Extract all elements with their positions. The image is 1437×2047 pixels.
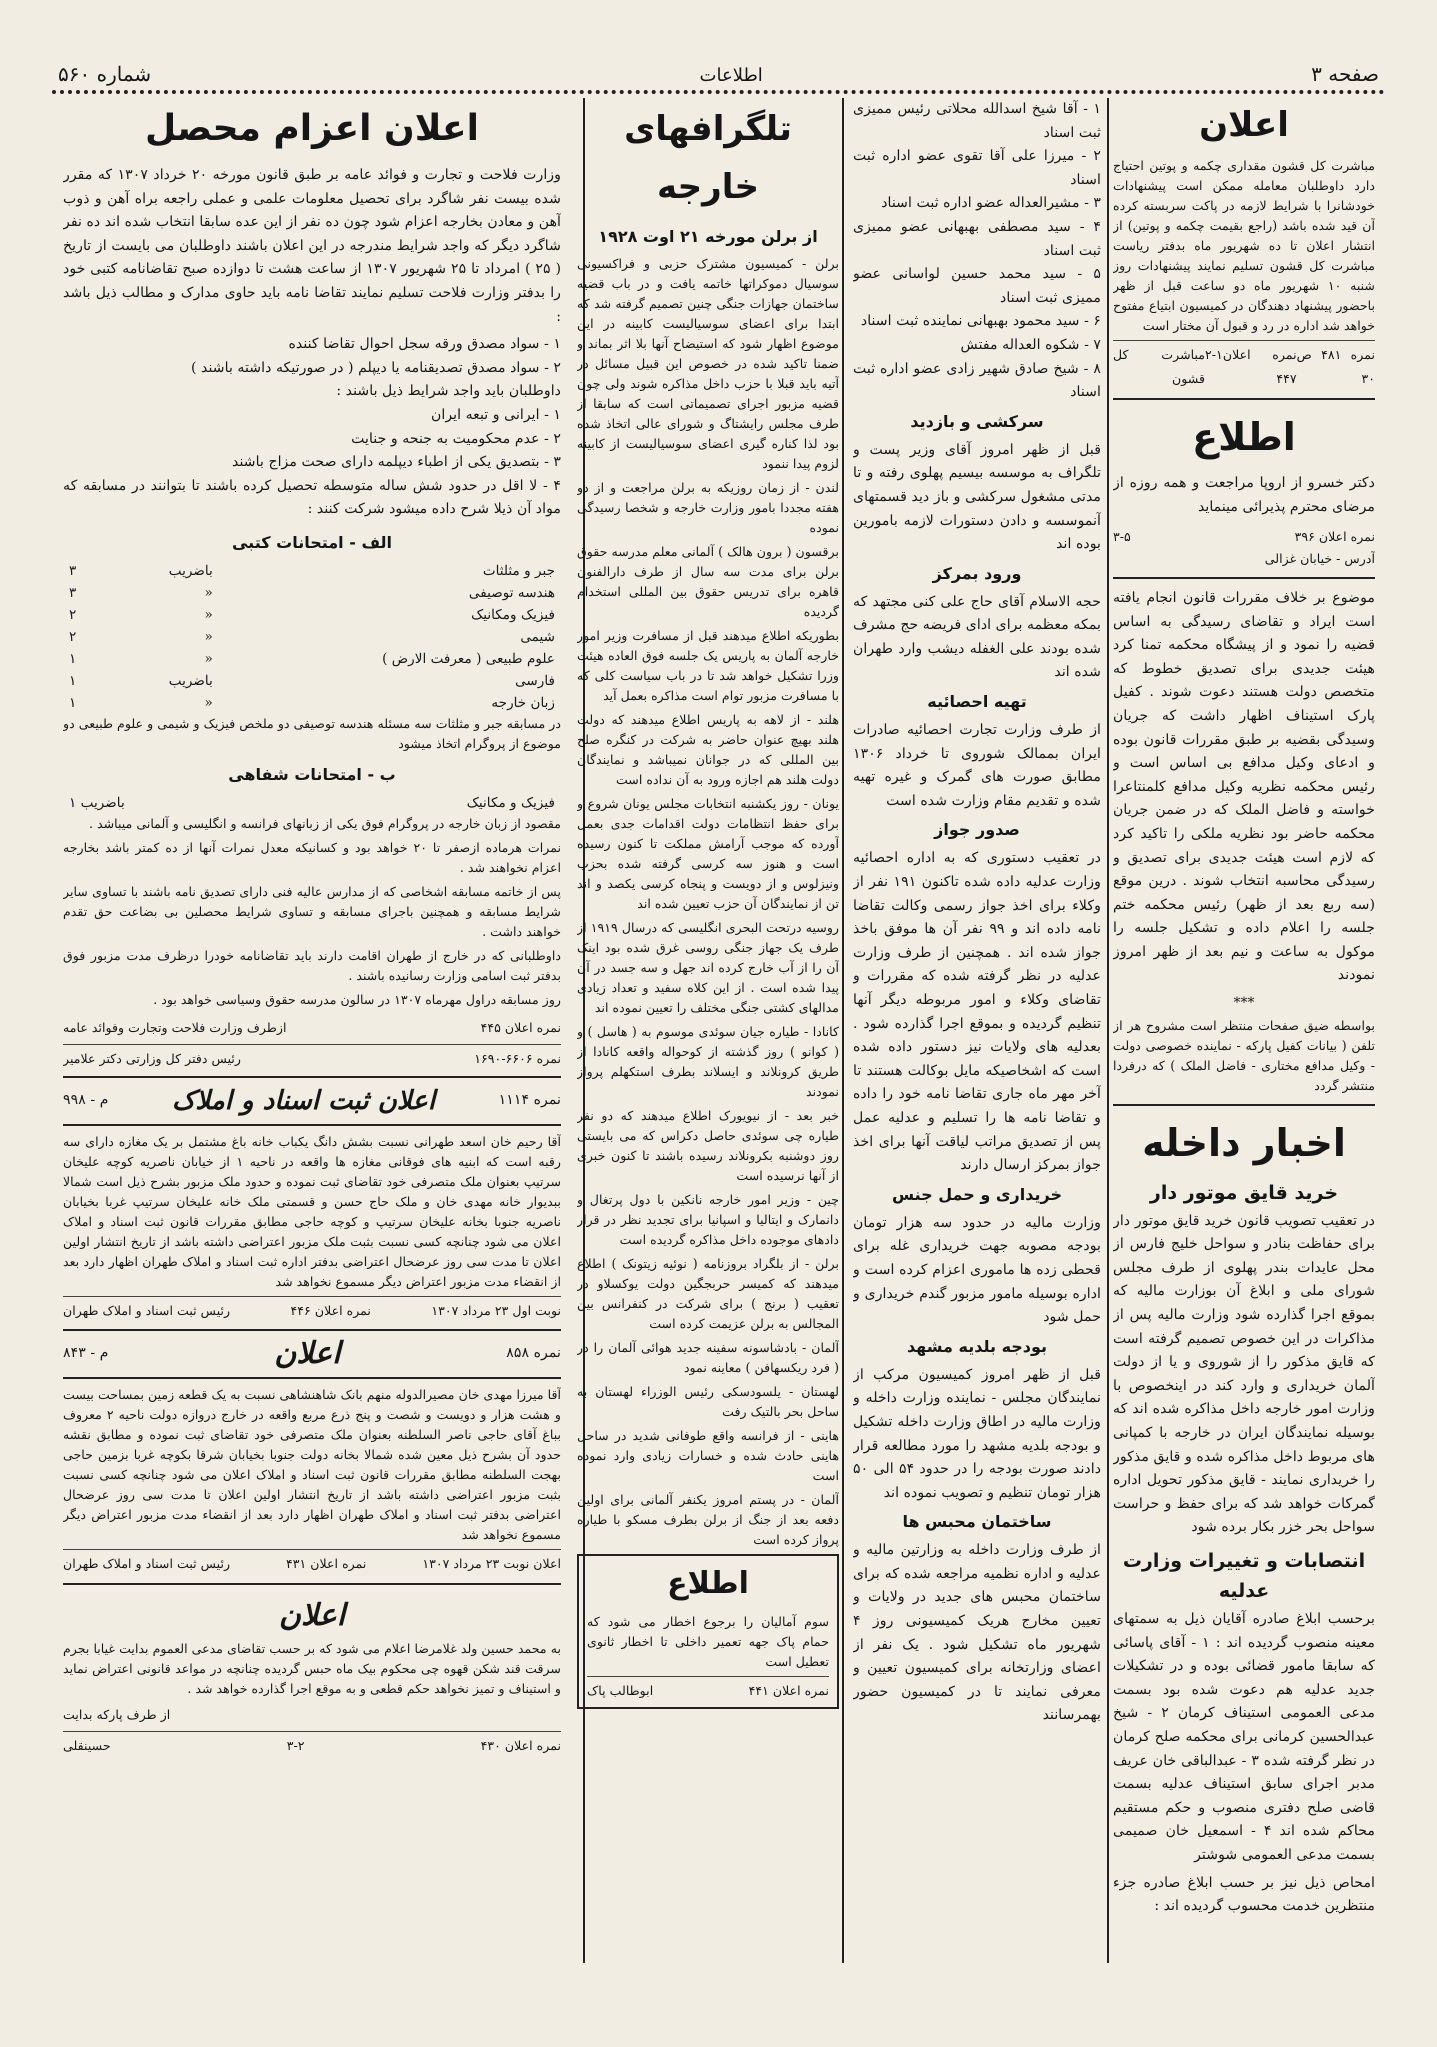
table-row <box>63 792 561 814</box>
table-row <box>63 648 561 670</box>
header-rule <box>52 90 1385 94</box>
table-row <box>63 582 561 604</box>
telegram-para: آلمان - بادشاسونه سفینه جدید هوائی آلمان را در ( فرد ریکسهافن ) معاینه نمود <box>577 1340 839 1375</box>
footer-text: رئیس دفتر کل وزارتی دکتر علامیر <box>63 1050 241 1066</box>
exam-weight: ۳ <box>69 584 77 601</box>
akhbar-heading-2: انتصابات و تغییرات وزارت عدلیه <box>1122 1549 1366 1602</box>
sabt2-footer <box>63 1549 561 1576</box>
elan-azam-footer-1 <box>63 1014 561 1040</box>
foreign-telegrams-title: تلگرافهای خارجه <box>624 109 792 207</box>
page-header <box>58 52 1379 86</box>
oral-exams-table <box>63 792 561 814</box>
footer-text: ابوطالب پاک <box>587 1683 654 1698</box>
paper-name: اطلاعات <box>699 65 763 86</box>
section-heading: سرکشی و بازدید <box>910 411 1044 431</box>
footer-text: رئیس ثبت اسناد و املاک طهران <box>63 1303 231 1319</box>
telegram-para: خبر بعد - از نیویورک اطلاع میدهند که دو نفر طیاره چی سوئدی حاصل دکراس که می بایستی روز دوشنبه بکرونلاند رسیده باشند تا کنون خبری از آنها نرسیده است <box>577 1108 839 1183</box>
footer-text: نمره ۴۸۱ ص ۳۰ <box>1296 347 1375 386</box>
list-item: ۴ - سید مصطفی بهبهانی عضو ممیزی ثبت اسناد <box>853 218 1101 259</box>
list-item: ۳ - مشیرالعداله عضو اداره ثبت اسناد <box>881 195 1101 212</box>
list-item: ۷ - شکوه العداله مفتش <box>960 336 1101 353</box>
sabt1-code: م - ۹۹۸ <box>63 1092 109 1109</box>
footer-text: ۳-۲ <box>286 1737 305 1753</box>
exam-subject: فارسی <box>515 672 555 689</box>
list-item: ۱ - آقا شیخ اسدالله محلاتی رئیس ممیزی ثبت اسناد <box>853 101 1101 141</box>
exam-weight: ۳ <box>69 562 77 579</box>
footer-text: رئیس ثبت اسناد و املاک طهران <box>63 1555 231 1571</box>
exam-subject: فیزیک ومکانیک <box>471 606 555 623</box>
oral-note: مقصود از زبان خارجه در پروگرام فوق یکی از زبانهای فرانسه و انگلیسی و آلمانی میباشد . <box>88 815 561 831</box>
ettela1-body: دکتر خسرو از اروپا مراجعت و همه روزه از مرضای محترم پذیرائی مینماید <box>1113 475 1375 515</box>
list-item: ۶ - سید محمود بهبهانی نماینده ثبت اسناد <box>860 313 1101 330</box>
exam-coef: باضریب ۱ <box>69 794 125 811</box>
column-3 <box>577 98 839 1968</box>
divider <box>1113 1104 1375 1106</box>
section-heading: ساختمان محبس ها <box>902 1512 1052 1532</box>
table-row <box>63 692 561 714</box>
footer-text: نمره اعلان ۴۳۰ <box>480 1737 561 1753</box>
elan-azam-intro: وزارت فلاحت و تجارت و فوائد عامه بر طبق قانون مورخه ۲۰ خرداد ۱۳۰۷ که مقرر شده بیست نفر شاگرد برای تحصیل معلومات علمی و عملی راجعه براه آهن و ذوب آهن و معادن بخارجه اعزام شود چون ده نفر از این عده سابقا انتخاب شده اند ده نفر شاگرد دیگر که واجد شرایط مندرجه در این اعلان باشند داوطلبان می بایست از تاریخ ( ۲۵ ) امرداد تا ۲۵ شهریور ۱۳۰۷ از ساعت هشت تا دوازده صبح تقاضانامه کتبی خود را بدفتر وزارت فلاحت تسلیم نمایند تقاضا نامه باید حاوی مدارک و مطالب ذیل باشد : <box>63 167 561 325</box>
elan-azam-para: پس از خاتمه مسابقه اشخاصی که از مدارس عالیه فنی دارای تصدیق نامه باشند با تساوی سایر شرایط مسابقه و همچنین باجرای مسابقه و تساوی شرایط محصلین بی بضاعت حق تقدم خواهند داشت . <box>63 883 561 939</box>
footer-text: ۲-۱ <box>1205 347 1223 362</box>
exam-subject: زبان خارجه <box>491 694 555 711</box>
sabt2-code: م - ۸۴۳ <box>63 1344 109 1361</box>
exam-subject: شیمی <box>520 628 555 645</box>
divider <box>63 1583 561 1585</box>
footer-text: نمره اعلان ۴۴۷ <box>1222 347 1297 386</box>
section-heading: صدور جواز <box>934 820 1020 840</box>
exam-coef: « <box>204 584 213 601</box>
akhbar-heading-1: خرید قایق موتور دار <box>1149 1181 1339 1204</box>
exam-subject: علوم طبیعی ( معرفت الارض ) <box>382 650 555 667</box>
section-body: وزارت مالیه در حدود سه هزار تومان بودجه مصوبه جهت خریداری غله برای قحطی زده ها ماموری اعزام کرده است و اداره بوسیله مامور مزبور گندم خریداری و حمل شود <box>853 1214 1101 1326</box>
exam-coef: « <box>204 694 213 711</box>
exam-coef: باضریب <box>168 562 213 579</box>
telegram-para: لندن - از زمان روزیکه به برلن مراجعت و از دو هفته مجددا بامور وزارت خارجه و شخصا رسیدگی نموده <box>577 480 839 535</box>
exam-subject: جبر و مثلثات <box>482 562 555 579</box>
footer-text: نمره اعلان ۴۴۶ <box>290 1303 371 1319</box>
telegram-para: یونان - روز یکشنبه انتخابات مجلس یونان شروع و برای حفظ انتظامات دولت اقدامات جدی بعمل آورده که موجب آرامش مملکت تا کنون رسیده است و هنوز سه کرسی گرفته شده بحزب ونیزلوس و از دویست و پنجاه کرسی یکصد و اند تن از نمایندگان آن حزب تعیین شده اند <box>577 796 839 911</box>
telegram-para: برقسون ( برون هالک ) آلمانی معلم مدرسه حقوق برلن برای مدت سه سال از طرف دارالفنون قاهره برای تدریس حقوق بین المللی استخدام گردیده <box>577 544 839 619</box>
elan-azam-footer-2 <box>63 1044 561 1071</box>
exam-coef: « <box>204 650 213 667</box>
issue-label: شماره ۵۶۰ <box>58 62 152 86</box>
sabt2-title-row <box>63 1331 561 1377</box>
telegram-para: کانادا - طیاره جیان سوئدی موسوم به ( هاسل ) و ( کوانو ) روز گذشته از کوحواله واقعه کانادا از طریق کرونلاند و ایسلاند بطرف استکهلم پرواز نمودند <box>577 1024 839 1099</box>
doc-item: ۱ - سواد مصدق ورقه سجل احوال تقاضا کننده <box>288 336 561 353</box>
table-row <box>63 626 561 648</box>
divider <box>1113 398 1375 400</box>
exam-subject: فیزیک و مکانیک <box>466 794 555 811</box>
sabt1-title: اعلان ثبت اسناد و املاک <box>172 1086 436 1117</box>
section-heading: تهیه احصائیه <box>927 692 1027 712</box>
list-item: ۲ - میرزا علی آقا تقوی عضو اداره ثبت اسناد <box>853 148 1101 188</box>
footer-text: حسینقلی <box>63 1737 111 1753</box>
akhbar-para-1: در تعقیب تصویب قانون خرید قایق موتور دار برای حفاظت بنادر و سواحل خلیج فارس از محل عایدات بندر پهلوی از طرف مجلس شورای ملی و ابلاغ آن بوزارت مالیه که بموقع اجرا گذارده شود وزارت مالیه پس از مذاکرات در این خصوص تصمیم گرفته است که قایق مذکور را از شوروی و یا از دولت آلمان خریداری و وارد کند در اینخصوص با وزارت امور خارجه داخل مذاکره شده اند که بوسیله نمایندگان ایران در خارجه با کمپانی های مربوط داخل مذاکره شده و قایق مذکور را خریداری نمایند - قایق مذکور تحویل اداره گمرکات خواهد شد که برای حفظ و حراست سواحل بحر خزر بکار برده شود <box>1113 1212 1375 1536</box>
list-item: ۵ - سید محمد حسین لواسانی عضو ممیزی ثبت اسناد <box>853 266 1101 306</box>
elan1-footer <box>1113 340 1375 390</box>
sabt2-header <box>63 1329 561 1379</box>
elan-azam-para: روز مسابقه دراول مهرماه ۱۳۰۷ در سالون مدرسه حقوق وسیاسی خواهد بود . <box>153 991 561 1007</box>
section-heading: ورود بمرکز <box>932 563 1022 583</box>
sabt2-body: آقا میرزا مهدی خان مصیرالدوله منهم بانک شاهنشاهی نسبت به یک قطعه زمین بمساحت بیست و هشت هزار و دویست و شصت و پنج ذرع مربع واقعه در خارج دروازه دولت ناحیه ۲ معروف بباغ آقای حاجی ناصر السلطنه بعنوان ملک متصرفی خود تقاضای ثبت نموده و مطابق نقشه حدود آن بشرح ذیل معین شده شمالا بخانه دولت جنوبا بخیابان شرقا بکوچه غربا بزمین حاجی بهجت السلطنه مطابق مقررات قانون ثبت اسناد و املاک اعلان می شود چنانچه کسی نسبت بثبت مزبور اعتراضی داشته باشد از تاریخ انتشار اولین اعلان تا مدت سی روز عرضحال اعتراضی بدفتر ثبت اسناد و املاک طهران اظهار دارد بعد از انقضاء مدت مزبور اعتراض دیگر مسموع نخواهد شد <box>63 1386 561 1542</box>
elan-azam-title: اعلان اعزام محصل <box>145 108 479 149</box>
cond-intro: داوطلبان باید واجد شرایط ذیل باشند : <box>336 383 561 400</box>
registry-list <box>853 98 1101 405</box>
page-label: صفحه ۳ <box>1311 62 1379 86</box>
ettela1-address: آدرس - خیابان غزالی <box>1264 550 1375 566</box>
footer-text: نمره اعلان ۴۴۱ <box>748 1683 829 1698</box>
written-exams-title: الف - امتحانات کتبی <box>231 532 392 552</box>
court-notice: موضوع بر خلاف مقررات قانون انجام یافته است ایراد و تقاضای رسیدگی به اساس قضیه را نمود و از پیشگاه محکمه تمنا کرد هیئت جدیدی برای تصدیق خطوط که متخصص دولت هستند دعوت شوند . کفیل پارک استیناف اظهار داشت که جریان وسیدگی بقضیه بر طبق مقررات قانون بوده و ادعای وکیل مدافع بی اساس است و رئیس محکمه نظریه وکیل مدافع کلمنتاعرا خواسته و فاضل الملک که در ضمن جریان محکمه حاضر بود نظریه ملکی را تاکید کرد که لازم است هیئت جدیدی برای تصدیق و رسیدگی محاسبه انتخاب شوند . درین موقع (سه ربع بعد از ظهر) رئیس محکمه ختم جلسه را اعلام داده و تشکیل جلسه را موکول به ساعت و نیم بعد از ظهر امروز نمودند <box>1113 589 1375 984</box>
akhbar-para-3: امحاص ذیل نیز بر حسب ابلاغ صادره جزء منتظرین خدمت محسوب گردیده اند : <box>1113 1874 1375 1915</box>
section-body: قبل از ظهر امروز آقای وزیر پست و تلگراف به موسسه بیسیم پهلوی رفته و تا مدتی مشغول سرکشی و باز دید قسمتهای آنموسسه و دادن دستورات لازمه بامورین بوده اند <box>853 441 1101 553</box>
dateline: از برلن مورخه ۲۱ اوت ۱۹۲۸ <box>598 227 818 246</box>
elan3-sign: از طرف پارکه بدایت <box>63 1707 171 1723</box>
telegram-para: آلمان - در پستم امروز یکنفر آلمانی برای اولین دفعه بعد از جنگ از برلن بطرف مسکو با طیاره پرواز کرده است <box>577 1492 839 1547</box>
telegram-para: برلن - کمیسیون مشترک حزبی و فراکسیونی سوسیال دموکراتها خاتمه یافت و در باب قضیه ساختمان جهازات جنگی چنین تصمیم گرفته شد که ابتدا برای اعضای سوسیالیست کابینه در این موضوع اظهار شود که استیضاح آنها بلا اثر بماند و ضمنا تاکید شده در خصوص این قبیل مسائل در آتیه باید قبلا با حزب داخل مذاکره شوند ولی چون قضیه مزبور اجرای تصمیماتی است که سابقا از طرف مجلس رایشتاگ و شورای عالی اتخاذ شده بود لذا کناره گیری اعضای سوسیالیست از کابینه لزوم پیدا ننمود <box>577 256 839 471</box>
ettela2-title: اطلاع <box>667 1566 749 1601</box>
sabt1-footer <box>63 1296 561 1323</box>
oral-exams-title: ب - امتحانات شفاهی <box>228 764 396 784</box>
cond-item: ۲ - عدم محکومیت به جنحه و جنایت <box>351 430 561 447</box>
exam-weight: ۱ <box>69 694 77 711</box>
cond-item: ۴ - لا اقل در حدود شش ساله متوسطه تحصیل کرده باشند تا بتوانند در مسابقه که مواد آن ذیلا شرح داده میشود شرکت کنند : <box>63 477 561 518</box>
footer-text: نمره ۶۶۰۶-۱۶۹۰ <box>474 1050 561 1066</box>
ettela1-footer <box>1113 523 1375 549</box>
column-divider <box>842 98 844 1963</box>
list-item: ۸ - شیخ صادق شهیر زادی عضو اداره ثبت اسناد <box>853 360 1101 401</box>
table-row <box>63 560 561 582</box>
sabt2-title: اعلان <box>274 1335 341 1371</box>
section-body: قبل از ظهر امروز کمیسیون مرکب از نمایندگان مجلس - نماینده وزارت داخله و وزارت مالیه در اطاق وزارت داخله تشکیل و بودجه بلدیه مشهد را مورد مطالعه قرار دادند صورت بودجه را در حدود ۵۴ الی ۵۰ هزار تومان تنظیم و تصویب نموده اند <box>853 1366 1101 1501</box>
ettela2-body: سوم آمالیان را برجوع اخطار می شود که حمام پاک جهه تعمیر داخلی تا اخطار ثانوی تعطیل است <box>587 1614 829 1669</box>
exam-subject: هندسه توصیفی <box>468 584 555 601</box>
akhbar-title: اخبار داخله <box>1142 1120 1346 1165</box>
written-note: در مسابقه جبر و مثلثات سه مسئله هندسه توصیفی دو ملخص فیزیک و شیمی و علوم طبیعی دو موضوع از پروگرام اتخاذ میشود <box>63 715 561 751</box>
telegram-para: لهستان - یلسودسکی رئیس الوزراء لهستان به ساحل بحر بالتیک رفت <box>577 1384 839 1419</box>
elan-azam-para: نمرات هرماده ازصفر تا ۲۰ خواهد بود و کسانیکه معدل نمرات آنها از ده کمتر باشد بخارجه اعزام نخواهند شد . <box>63 839 561 875</box>
section-body: حجه الاسلام آقای حاج علی کنی مجتهد که بمکه معظمه برای ادای فریضه حج مشرف شده بودند علی الغفله دیشب وارد طهران شده اند <box>853 593 1101 681</box>
ettela1-title: اطلاع <box>1192 415 1296 460</box>
divider <box>1113 577 1375 579</box>
sabt1-number: نمره ۱۱۱۴ <box>498 1092 561 1109</box>
footer-text: نمره اعلان ۴۳۱ <box>285 1555 367 1571</box>
exam-coef: « <box>204 628 213 645</box>
elan3-title: اعلان <box>278 1598 346 1634</box>
section-body: در تعقیب دستوری که به اداره احصائیه وزارت عدلیه داده شده تاکنون ۱۹۱ نفر از وکلاء برای اخذ جواز رسمی وکالت تقاضا نامه داده اند و ۹۹ نفر آن ها موفق باخذ جواز شده اند . همچنین از طرف وزارت عدلیه در نظر گرفته شده که مقررات و تقاضای وکلاء و امور مربوطه دیگر آنها تنظیم گردیده و بموقع اجرا گذارده شود . بعدلیه های ولایات نیز دستور داده شده است که اشخاصیکه مایل بوکالت هستند تا آخر مهر ماه جاری تقاضا نامه خود را داده و تقاضا نامه ها را تسلیم و عدلیه عمل پس از تصدیق مراتب لیاقت آنها برای اخذ جواز بمرکز ارسال دارند <box>853 850 1101 1174</box>
footer-text: ۳-۵ <box>1113 529 1131 545</box>
elan3-body: به محمد حسین ولد غلامرضا اعلام می شود که بر حسب تقاضای مدعی العموم بدایت غیابا بجرم سرقت قند شکن قهوه چی محکوم بیک ماه حبس گردیده چنانچه در مواعد قانونی اعتراض نماید و استیناف و تمیز نخواهد حکم قطعی و به موقع اجرا گذارده خواهد شد . <box>63 1641 561 1697</box>
telegram-para: برلن - از بلگراد بروزنامه ( نوئیه زیتونک ) اطلاع میدهند که کمیسر حربجگین دولت یوکسلاو در تعقیب ( برنج ) برای شرکت در کنفرانس بین المجالس به برلن عزیمت کرده است <box>577 1256 839 1331</box>
footer-text: ازطرف وزارت فلاحت وتجارت وفوائد عامه <box>63 1019 287 1035</box>
cond-item: ۳ - بتصدیق یکی از اطباء دیپلمه دارای صحت مزاج باشند <box>232 454 561 471</box>
exam-coef: باضریب <box>168 672 213 689</box>
telegram-para: چین - وزیر امور خارجه نانکین با دول پرتغال و دانمارک و ایتالیا و اسپانیا برای تجدید نظر در قرار دادهای موجوده داخل مذاکره گردیده است <box>577 1192 839 1247</box>
telegram-para: هلند - از لاهه به پاریس اطلاع میدهند که دولت هلند بهیچ عنوان حاضر به شرکت در کنگره صلح بین المللی که در جوانان نمیباشد و نمایندگان دولت هلند هم اجازه ورود به آن نداده است <box>577 712 839 787</box>
sabt2-number: نمره ۸۵۸ <box>506 1344 561 1361</box>
footer-text: نمره اعلان ۴۴۵ <box>480 1019 561 1035</box>
exam-weight: ۱ <box>69 650 77 667</box>
elan-azam-para: داوطلبانی که در خارج از طهران اقامت دارند باید تقاضانامه خودرا درظرف مدت مزبور فوق بدفتر ثبت اسامی وزارت رسانیده باشند . <box>63 947 561 983</box>
footer-text: مباشرت کل قشون <box>1113 347 1206 386</box>
court-notice-2: بواسطه ضیق صفحات منتظر است مشروح هر از تلفن ( بیانات کفیل پارکه - نماینده خصوصی دولت - وکیل مدافع مختاری - فاضل الملک ) که درفردا منتشر گردد <box>1113 1017 1375 1093</box>
sabt1-title-row <box>63 1078 561 1124</box>
telegram-para: بطوریکه اطلاع میدهند قبل از مسافرت وزیر امور خارجه آلمان به پاریس یک جلسه فوق العاده هیئت وزرا تشکیل خواهد شد تا در باب سیاست کلی که با مسافرت مزبور توام است مذاکره بعمل آید <box>577 628 839 703</box>
telegram-para: روسیه درتحت البحری انگلیسی که درسال ۱۹۱۹ از طرف یک جهاز جنگی روسی غرق شده بود اینک آن را از آب خارج کرده اند جهل و سه جسد در آن پیدا شده است . از این کلاه سفید و تعداد زیادی مدالهای کشتی جنگی مختلف را تعیین نموده اند <box>577 920 839 1015</box>
sabt1-body: آقا رحیم خان اسعد طهرانی نسبت بشش دانگ یکباب خانه باغ مشتمل بر یک مغازه دارای سه رقبه است که ابنیه های فوقانی مغازه ها واقعه در ناحیه ۱ از خیابان ناصریه کوچه علیخان سرتیپ بعنوان ملک متصرفی خود تقاضای ثبت نموده و حدود ملک مزبور بشرح ذیل است شمالا ببدیوار خانه مهدی خان و ملک حاج حسن و قسمتی ملک خانه علیخان سرتیپ غربا بخیابان ناصریه جنوبا بخانه علیخان سرتیپ و کوچه حاجی مطابق مقررات قانون ثبت اسناد و املاک اعلان می شود چنانچه کسی نسبت بثبت ملک مزبور اعتراضی داشته باشد از تاریخ انتشار اولین اعلان تا مدت سی روز عرضحال اعتراضی بدفتر اداره ثبت اسناد و املاک طهران اظهار دارد بعد از انقضاء مدت مزبور اعتراض دیگر مسموع نخواهد شد <box>63 1134 561 1290</box>
elan1-title: اعلان <box>1199 105 1289 145</box>
cond-item: ۱ - ایرانی و تبعه ایران <box>430 406 561 423</box>
column-4 <box>63 98 561 1968</box>
exam-coef: « <box>204 606 213 623</box>
sabt1-header <box>63 1076 561 1126</box>
column-divider <box>1107 98 1109 1963</box>
elan3-footer <box>63 1731 561 1758</box>
footer-text: نمره اعلان ۳۹۶ <box>1294 529 1375 545</box>
written-exams-table <box>63 560 561 714</box>
section-heading: خریداری و حمل جنس <box>892 1184 1062 1204</box>
stars-separator: *** <box>1233 995 1255 1012</box>
footer-text: اعلان نوبت ۲۳ مرداد ۱۳۰۷ <box>422 1555 561 1571</box>
elan1-body: مباشرت کل قشون مقداری چکمه و پوتین احتیاج دارد داوطلبان معامله ممکن است پیشنهادات خودشانرا با شرایط لازمه در پاکت سربسته کرده آن قید شده باشد (راجع بقیمت چکمه و پوتین) از انتشار اعلان تا ده شهریور ماه بدفتر ریاست مباشرت کل قشون تسلیم نمایند پیشنهادات روز شنبه ۱۰ شهریور ماه دو ساعت قبل از ظهر باحضور پیشنهاد دهندگان در کمیسیون ابتیاع مفتوح خواهد شد اداره در رد و قبول آن مختار است <box>1113 158 1375 333</box>
telegram-para: هاینی - از فرانسه واقع طوفانی شدید در ساحل هاینی حادث شده و خسارات زیادی وارد نموده است <box>577 1428 839 1483</box>
akhbar-para-2: برحسب ابلاغ صادره آقایان ذیل به سمتهای معینه منصوب گردیده اند : ۱ - آقای پاسائی که سابقا مامور قضائی بوده و در تشکیلات جدید عدلیه هم دعوت شده بود بسمت مدعی العمومی استیناف کرمان ۲ - شیخ عبدالحسین کرمانی برای محکمه صلح کرمان در نظر گرفته شده ۳ - عبدالباقی خان عریف مدبر اجرای سابق استیناف عدلیه بسمت قاضی صلح دفتری منصوب و حکم مستقیم محاکم شده اند ۴ - اسمعیل خان صمیمی بسمت مدعی العمومی شوشتر <box>1113 1610 1375 1863</box>
column-1 <box>1113 98 1375 1968</box>
table-row <box>63 670 561 692</box>
section-body: از طرف وزارت تجارت احصائیه صادرات ایران بممالک شوروی تا خرداد ۱۳۰۶ مطابق صورت های گمرک و غیره تهیه شده و تقدیم مقام وزارت شده است <box>853 722 1101 809</box>
column-2 <box>853 98 1101 1968</box>
ettela2-box <box>577 1554 839 1709</box>
exam-weight: ۱ <box>69 672 77 689</box>
section-heading: بودجه بلدیه مشهد <box>906 1336 1048 1356</box>
section-body: از طرف وزارت داخله به وزارتین مالیه و عدلیه و اداره نظمیه مراجعه شده که برای ساختمان محبس های جدید در ولایات و تعیین مخارج هریک کمیسیونی روز ۴ شهریور ماه تشکیل شود . یک نفر از اعضای وزارتخانه برای کمیسیون تعیین و معرفی نمایند تا در کمیسیون حضور بهمرسانند <box>853 1542 1101 1724</box>
exam-weight: ۲ <box>69 606 77 623</box>
footer-text: نوبت اول ۲۳ مرداد ۱۳۰۷ <box>431 1303 561 1319</box>
ettela2-footer <box>587 1676 829 1703</box>
exam-weight: ۲ <box>69 628 77 645</box>
doc-item: ۲ - سواد مصدق تصدیقنامه یا دیپلم ( در صورتیکه داشته باشند ) <box>190 359 561 376</box>
table-row <box>63 604 561 626</box>
